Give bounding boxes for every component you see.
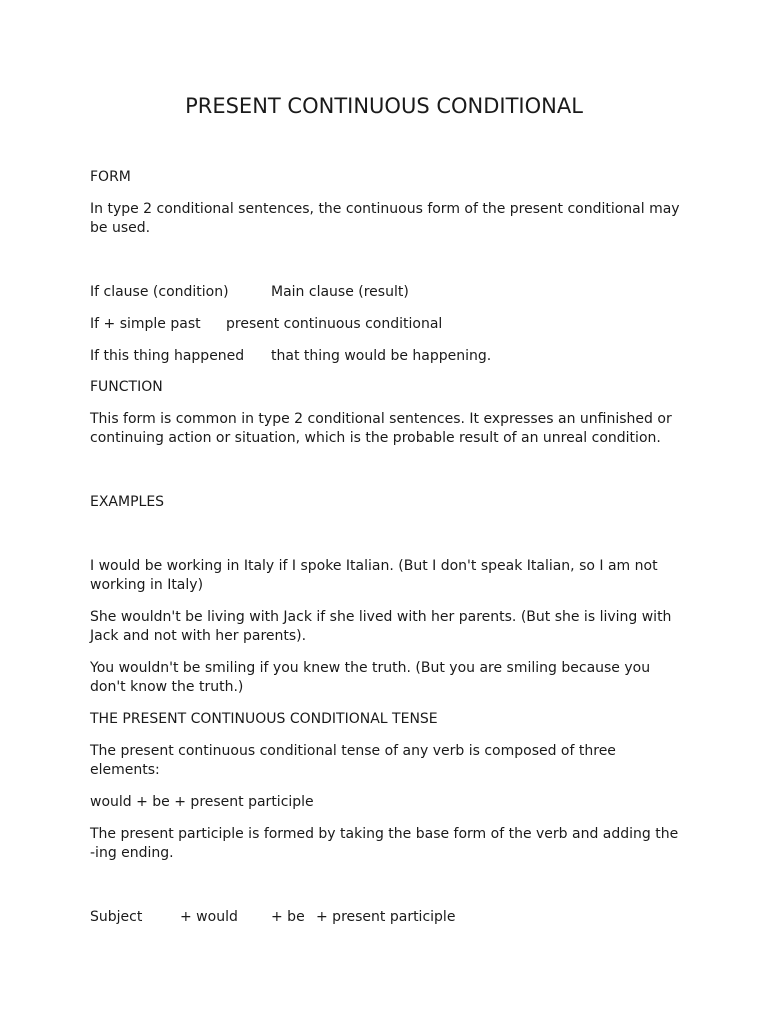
example-item: You wouldn't be smiling if you knew the truth. (But you are smiling because you don't know the truth.) <box>90 660 651 695</box>
tense-description: The present continuous conditional tense of any verb is composed of three elements: <box>90 743 616 778</box>
form-heading: FORM <box>90 169 131 185</box>
example-item: She wouldn't be living with Jack if she lived with her parents. (But she is living with Jack and not with her parents). <box>90 609 672 644</box>
table-cell: that thing would be happening. <box>271 348 492 364</box>
example-item: I would be working in Italy if I spoke Italian. (But I don't speak Italian, so I am not working in Italy) <box>90 558 658 593</box>
participle-description: The present participle is formed by taking the base form of the verb and adding the -ing ending. <box>90 826 679 861</box>
function-description: This form is common in type 2 conditional sentences. It expresses an unfinished or continuing action or situation, which is the probable result of an unreal condition. <box>90 411 672 446</box>
structure-cell: + would <box>180 909 238 925</box>
structure-cell: Subject <box>90 909 143 925</box>
table-cell: If + simple past <box>90 316 201 332</box>
table-cell: Main clause (result) <box>271 284 409 300</box>
form-description: In type 2 conditional sentences, the continuous form of the present conditional may be used. <box>90 201 680 236</box>
table-cell: If clause (condition) <box>90 284 229 300</box>
structure-cell: + present participle <box>316 909 456 925</box>
page-title: PRESENT CONTINUOUS CONDITIONAL <box>185 94 583 118</box>
function-heading: FUNCTION <box>90 379 163 395</box>
table-cell: If this thing happened <box>90 348 245 364</box>
structure-cell: + be <box>271 909 305 925</box>
examples-heading: EXAMPLES <box>90 494 165 510</box>
table-cell: present continuous conditional <box>226 316 443 332</box>
tense-heading: THE PRESENT CONTINUOUS CONDITIONAL TENSE <box>90 711 438 727</box>
tense-formula: would + be + present participle <box>90 794 314 810</box>
